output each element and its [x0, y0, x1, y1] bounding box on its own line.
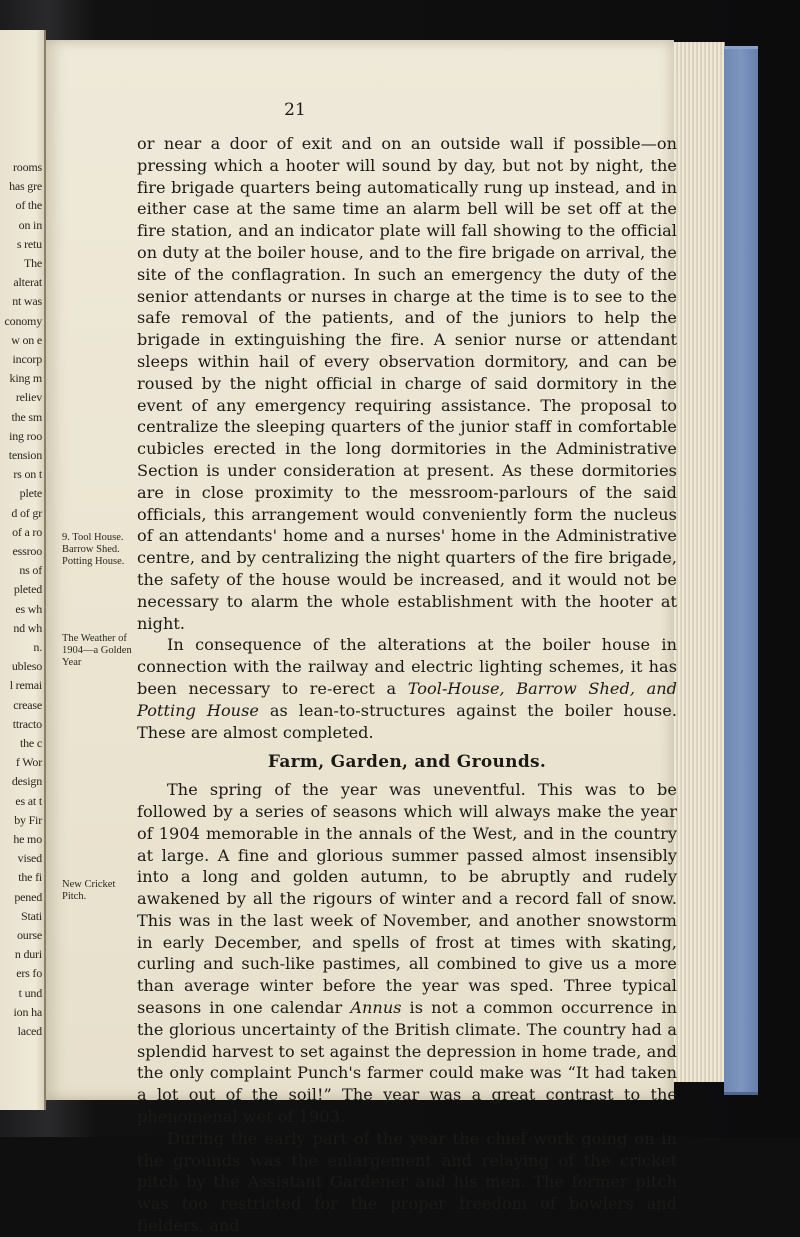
left-page-fragment: n.: [33, 640, 42, 654]
left-page-fragment: es at t: [15, 793, 42, 808]
left-facing-page: [0, 30, 46, 1110]
left-page-fragment: ion ha: [13, 1004, 42, 1019]
left-page-fragment: d of gr: [11, 505, 42, 520]
left-page-fragment: ing roo: [9, 428, 42, 443]
page-edges: [674, 42, 725, 1082]
left-page-fragment: the sm: [11, 409, 42, 424]
left-page-fragment: the c: [20, 736, 42, 750]
left-page-fragment: t und: [18, 985, 42, 1000]
left-page-fragment: design: [11, 774, 42, 789]
left-page-fragment: conomy: [4, 313, 42, 328]
page-number: 21: [284, 100, 306, 120]
margin-note-cricket: New Cricket Pitch.: [62, 879, 116, 902]
left-page-fragment: Stati: [20, 908, 42, 923]
left-page-fragment: n duri: [14, 947, 42, 962]
paragraph-weather: The spring of the year was uneventful. This was to be followed by a series of seasons which will always make the year of 1904 memorable in the annals of the West, and in the country at large. A fine and glorious summer passed almost insensibly into a long and golden autumn, to be abruptly and rudely awakened by all the rigours of winter and a record fall of snow. This was in the last week of November, and another snowstorm in early December, and spells of frost at times with skating, curling and such-like pastimes, all combined to give us a more than average winter before the year was sped. Three typical seasons in one calendar Annus is not a common occurrence in the glorious uncertainty of the British climate. The country had a splendid harvest to set against the depression in home trade, and the only complaint Punch's farmer could make was “It had taken a lot out of the soil!” The year was a great contrast to the phenomenal wet of 1903.: [137, 780, 677, 1127]
left-page-fragment: pleted: [13, 582, 42, 597]
left-page-fragment: essroo: [12, 544, 42, 558]
left-page-fragment: pened: [14, 889, 42, 904]
left-page-fragment: nt was: [12, 294, 42, 309]
left-page-fragment: plete: [19, 486, 42, 501]
left-page-fragment: ns of: [19, 563, 42, 578]
left-page-fragment: the fi: [18, 870, 42, 885]
left-page-fragment: The: [23, 256, 42, 270]
left-page-fragment: nd wh: [13, 620, 42, 635]
left-page-fragment: rooms: [12, 160, 42, 174]
left-page-fragment: has gre: [9, 179, 42, 194]
left-page-fragment: he mo: [13, 832, 42, 846]
paragraph-cricket: During the early part of the year the chief work going on in the grounds was the enlargement and relaying of the cricket pitch by the Assistant Gardener and his men. The former pitch was too restricted for the proper freedom of bowlers and fielders, and: [137, 1128, 677, 1236]
left-page-fragment: ttracto: [12, 716, 42, 731]
left-page-fragment: f Wor: [15, 755, 42, 770]
left-page-fragment: king m: [9, 371, 42, 386]
left-page-fragment: of a ro: [12, 524, 42, 539]
left-page-fragment: w on e: [11, 332, 42, 347]
paragraph-fire-safety: or near a door of exit and on an outside wall if possible—on pressing which a hooter will sound by day, but not by night, the fire brigade quarters being automatically rung up instead, and in either case at the same time an alarm bell will be set off at the fire station, and an indicator plate will fall showing to the official on duty at the boiler house, and to the fire brigade on arrival, the site of the conflagration. In such an emergency the duty of the senior attendants or nurses in charge at the time is to see to the safe removal of the patients, and of the juniors to help the brigade in extinguishing the fire. A senior nurse or attendant sleeps within hail of every observation dormitory, and can be roused by the night official in charge of said dormitory in the event of any emergency requiring assistance. The proposal to centralize the sleeping quarters of the junior staff in comfortable cubicles erected in the long dormitories in the Administrative Section is under consideration at present. As these dormitories are in close proximity to the messroom-parlours of the said officials, this arrangement would conveniently form the nucleus of an attendants' home and a nurses' home in the Administrative centre, and by centralizing the night quarters of the fire brigade, the safety of the house would be increased, and it would not be necessary to alarm the whole establishment with the hooter at night.: [137, 134, 677, 633]
left-page-fragment: tension: [8, 448, 42, 462]
left-page-fragment: laced: [17, 1024, 42, 1038]
left-page-fragment: l remai: [9, 678, 42, 693]
left-page-fragment: incorp: [12, 352, 42, 366]
left-page-fragment: es wh: [15, 601, 42, 616]
paragraph-tool-house: In consequence of the alterations at the boiler house in connection with the railway and electric lighting schemes, it has been necessary to re-erect a Tool-House, Barrow Shed, and Potting House as lean-to-structures against the boiler house. These are almost completed.: [137, 635, 677, 742]
left-page-fragment: vised: [17, 851, 42, 866]
left-page-fragment: on in: [18, 217, 42, 232]
left-page-fragment: s retu: [16, 236, 42, 251]
section-heading: Farm, Garden, and Grounds.: [267, 752, 547, 773]
body-text: [137, 133, 677, 1237]
left-page-fragment: ubleso: [11, 659, 42, 674]
left-page-fragment: of the: [15, 198, 42, 213]
left-page-fragment: by Fir: [14, 812, 42, 827]
left-page-fragment: crease: [13, 697, 42, 712]
margin-note-tool-house: 9. Tool House. Barrow Shed. Potting House.: [62, 532, 125, 567]
margin-note-weather: The Weather of 1904—a Golden Year: [62, 633, 132, 668]
book-cover: [724, 46, 758, 1095]
left-page-fragment: ourse: [17, 928, 42, 942]
left-page-fragment: rs on t: [13, 467, 42, 482]
left-page-fragment: alterat: [13, 275, 42, 290]
left-page-fragment: reliev: [15, 390, 42, 405]
left-page-fragment: ers fo: [16, 966, 42, 981]
